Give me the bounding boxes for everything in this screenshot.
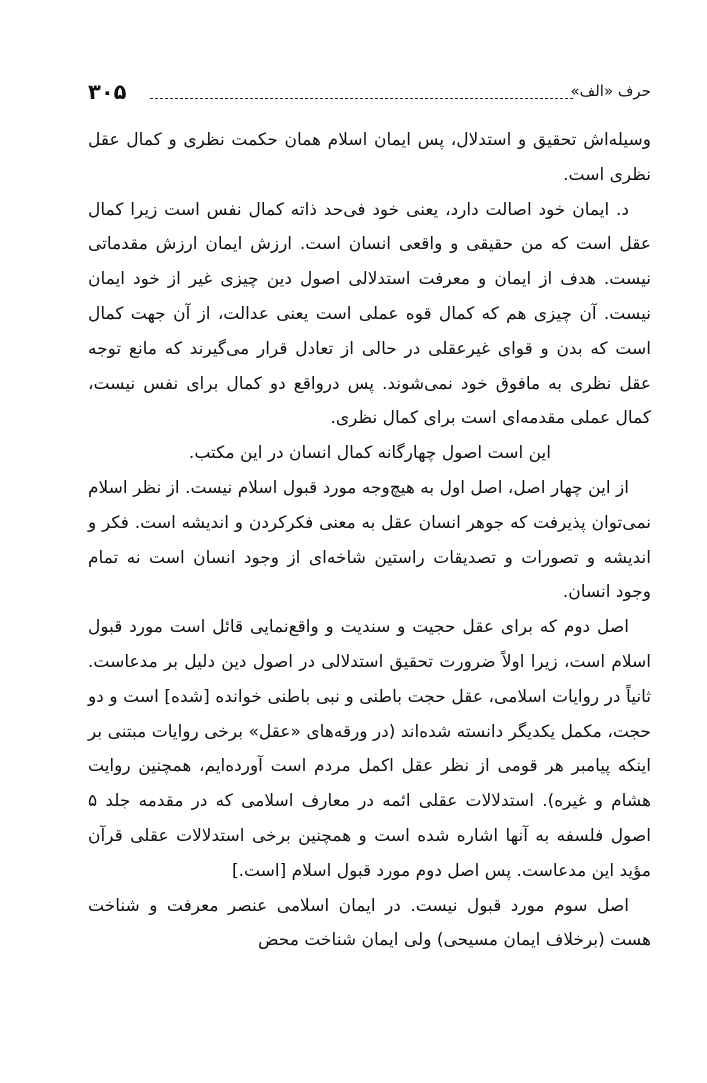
chapter-title: حرف «الف» [570,82,651,100]
paragraph-continuation: وسیله‌اش تحقیق و استدلال، پس ایمان اسلام همان حکمت نظری و کمال عقل نظری است. [88,130,651,185]
paragraph-second-principle: اصل دوم که برای عقل حجیت و سندیت و واقع‌نمایی قائل است مورد قبول اسلام است، زیرا اولاً ضرورت تحقیق استدلالی در اصول دین دلیل بر مدعاست. ثانیاً در روایات اسلامی، عقل حجت باطنی و نبی باطنی خوانده [شده] است و دو حجت، مکمل یکدیگر دانسته شده‌اند (در ورقه‌های «عقل» برخی روایات مبتنی بر اینکه پیامبر هر قومی از نظر عقل اکمل مردم است آورده‌ایم، همچنین روایت هشام و غیره). استدلالات عقلی ائمه در معارف اسلامی که در مقدمه جلد ۵ اصول فلسفه به آنها اشاره شده است و همچنین برخی استدلالات عقلی قرآن مؤید این مدعاست. پس اصل دوم مورد قبول اسلام [است.] [88,617,651,881]
header-rule [150,98,573,99]
page-number: ۳۰۵ [88,80,127,104]
paragraph-first-principle: از این چهار اصل، اصل اول به هیچ‌وجه مورد قبول اسلام نیست. از نظر اسلام نمی‌توان پذیرفت که جوهر انسان عقل به معنی فکرکردن و اندیشه است. فکر و اندیشه و تصورات و تصدیقات راستین شاخه‌ای از وجود انسان است نه تمام وجود انسان. [88,477,651,603]
paragraph-summary: این است اصول چهارگانه کمال انسان در این مکتب. [188,443,551,464]
paragraph-d: د. ایمان خود اصالت دارد، یعنی خود فی‌حد ذاته کمال نفس است زیرا کمال عقل است که من حقیقی و واقعی انسان است. ارزش ایمان ارزش مقدماتی نیست. هدف از ایمان و معرفت استدلالی اصول دین چیزی غیر از خود ایمان نیست. آن چیزی هم که کمال قوه عملی است یعنی عدالت، از آن جهت کمال است که بدن و قوای غیرعقلی در حالی از تعادل قرار می‌گیرند که مانع توجه عقل نظری به مافوق خود نمی‌شوند. پس درواقع دو کمال برای نفس نیست، کمال عملی مقدمه‌ای است برای کمال نظری. [88,199,651,429]
page-body [88,123,651,958]
running-header [88,80,651,114]
paragraph-third-principle: اصل سوم مورد قبول نیست. در ایمان اسلامی عنصر معرفت و شناخت هست (برخلاف ایمان مسیحی) ولی ایمان شناخت محض [88,895,651,951]
